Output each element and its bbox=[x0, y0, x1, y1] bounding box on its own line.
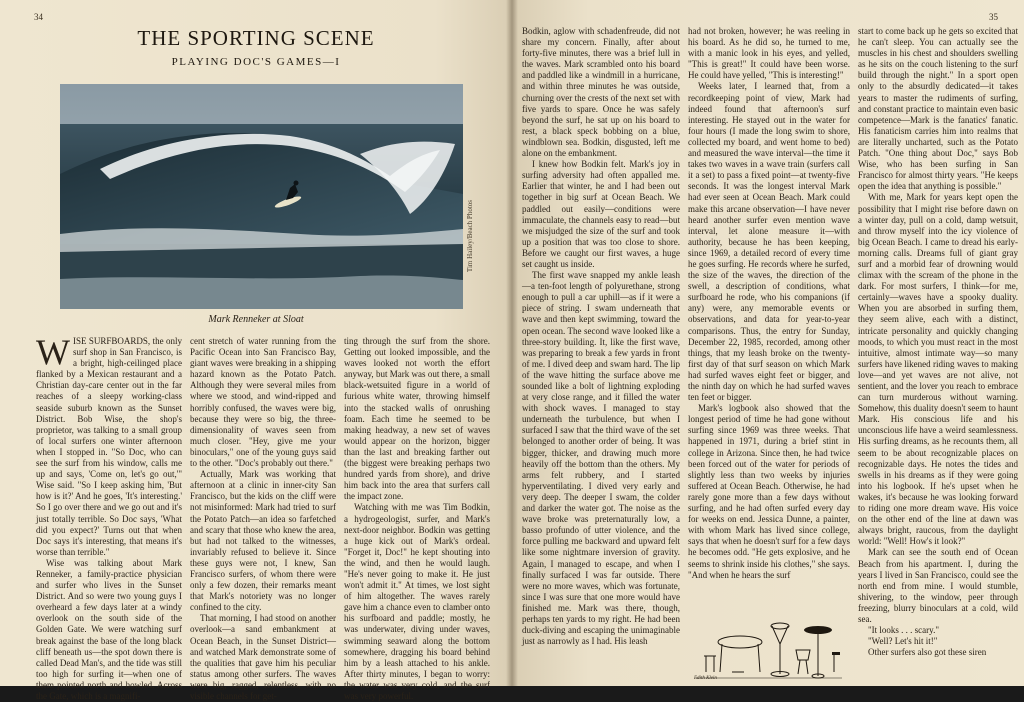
right-page bbox=[512, 0, 1024, 686]
right-column-2 bbox=[688, 26, 850, 616]
paragraph: With me, Mark for years kept open the possibility that I might rise before dawn on a winter day, pull on a cold, damp wetsuit, and throw myself into the icy violence of big Ocean Beach. I came to dread his early-morning calls. Dreams full of giant gray surf and a morbid fear of drowning would climax with the scream of the phone in the dark. For most surfers, I think—for me, certainly—waves have a spooky duality. When you are absorbed in surfing them, they seem alive, each with a distinct, intricate personality and quickly changing moods, to which you must react in the most intuitive, almost intimate way—so many surfers have likened riding waves to making love—and yet waves are not alive, not sentient, and the lover you reach to embrace can turn murderous without warning. Somehow, this duality doesn't seem to haunt Mark. His conscious life and his unconscious life have a weird seamlessness. His surfing dreams, as he recounts them, all seem to be about recognizable places on recognizable days. He notes the tides and swells in his dreams as if they were going into his logbook. If he's upset when he wakes, it's because he was looking forward to riding one more dream wave. His voice on the other end of the line at dawn was always bright, raucous, from the daylight world: "Well! How's it look?" bbox=[858, 192, 1018, 547]
left-page bbox=[0, 0, 512, 701]
paragraph: Weeks later, I learned that, from a recordkeeping point of view, Mark had indeed found that afternoon's surf interesting. He stayed out in the water for four hours (I made the long swim to shore, collected my board, and went home to bed) and measured the wave interval—the time it takes two waves in a wave train (surfers call it a set) to pass a fixed point—at twenty-five seconds. It was the longest interval Mark had ever seen at Ocean Beach. Mark could make this arcane observation—I have never heard another surfer even mention wave interval, let alone measure it—with authority, because he has been keeping, since 1969, a detailed record of every time he goes surfing. He records where he surfed, the size of the waves, the direction of the swell, a description of conditions, what surfboard he rode, who his companions (if any) were, any memorable events or observations, and data for year-to-year comparisons. Thus, the entry for Sunday, December 22, 1985, recorded, among other things, that my leash broke on the twenty-first day of that surf season on which Mark had surfed waves eight feet or bigger, and the ninth day on which he had surfed waves ten feet or bigger. bbox=[688, 81, 850, 403]
drop-cap: W bbox=[36, 332, 70, 372]
photo-credit: Tim Hailey/Beach Photos bbox=[466, 200, 474, 273]
paragraph: "It looks . . . scary." bbox=[868, 625, 940, 636]
left-column-3 bbox=[344, 336, 490, 701]
paragraph: Wise was talking about Mark Renneker, a family-practice physician and surfer who lives in the Sunset District. And so were two young guys I overheard a few days later at a windy overlook on the south side of the Golden Gate. We were watching surf break against the base of the long black cliff beneath us—the spot down there is called Dead Man's, and the tide was still too high for surfing it—when one of them pointed north and howled. Across the Gate, which is a magnifi- bbox=[36, 557, 182, 701]
paragraph: That morning, I had stood on another overlook—a sand embankment at Ocean Beach, in the Sunset District—and watched Mark demonstrate some of the qualities that gave him his peculiar status among other surfers. The waves were big, ragged, relentless, with no visible channels for get- bbox=[190, 613, 336, 701]
wave-photo-illustration bbox=[60, 84, 463, 309]
surfing-photo bbox=[60, 84, 463, 309]
paragraph: Watching with me was Tim Bodkin, a hydrogeologist, surfer, and Mark's next-door neighbor. Bodkin was getting a huge kick out of Mark's ordeal. "Forget it, Doc!" he kept shouting into the wind, and then he would laugh. "He's never going to make it. He just won't admit it." At times, we lost sight of him altogether. The waves rarely gave him a chance even to clamber onto his surfboard and paddle; mostly, he was underwater, diving under waves, swimming seaward along the bottom somewhere, dragging his board behind him by a leash attached to his ankle. After thirty minutes, I began to worry: the water was very cold, and the surf was very powerful. bbox=[344, 502, 490, 701]
article-section-title: THE SPORTING SCENE bbox=[137, 26, 375, 50]
cartoon-drawing bbox=[692, 612, 852, 686]
right-column-3 bbox=[858, 26, 1018, 686]
left-column-1 bbox=[36, 332, 182, 701]
table-chairs-cartoon bbox=[692, 612, 852, 686]
paragraph: ting through the surf from the shore. Getting out looked impossible, and the waves looked not worth the effort anyway, but Mark was out there, a small black-wetsuited figure in a world of furious white water, throwing himself into the stacked walls of onrushing foam. Each time he seemed to be making headway, a new set of waves would appear on the horizon, bigger than the last and breaking farther out (the biggest were breaking perhaps two hundred yards from shore), and drive him back into the area that surfers call the impact zone. bbox=[344, 336, 490, 502]
paragraph: "Well? Let's hit it!" bbox=[868, 636, 938, 647]
paragraph: Actually, Mark was working that afternoon at a clinic in inner-city San Francisco, but the kids on the cliff were not misinformed: Mark had tried to surf the Potato Patch—an idea so farfetched and scary that those who knew the area, but had not talked to the witnesses, invariably refused to believe it. Since these guys were not, I knew, San Francisco surfers, of whom there were only a few dozen, their remarks meant that Mark's notoriety was no longer confined to the city. bbox=[190, 469, 336, 613]
article-subtitle: PLAYING DOC'S GAMES—I bbox=[171, 56, 341, 68]
paragraph: Mark can see the south end of Ocean Beach from his apartment. I, during the years I lived in San Francisco, could see the north end from mine. I would stumble, shivering, to the window, peer through freezing, blurry binoculars at a cold, wild sea. bbox=[858, 547, 1018, 624]
paragraph: had not broken, however; he was reeling in his board. As he did so, he turned to me, with a manic look in his eyes, and yelled, "This is great!" It could have been worse. He could have yelled, "This is interesting!" bbox=[688, 26, 850, 81]
paragraph: The first wave snapped my ankle leash—a ten-foot length of polyurethane, strong enough to pull a car uphill—as if it were a piece of string. I swam underneath that wave and then kept swimming, toward the open ocean. The second wave looked like a three-story building. It, like the first wave, was preparing to break a few yards in front of me. I dived deep and swam hard. The lip of the wave hitting the surface above me sounded like a bolt of lightning exploding at very close range, and it filled the water with shock waves. I managed to stay underneath the turbulence, but when I surfaced I saw that the third wave of the set belonged to another order of being. It was bigger, thicker, and drawing much more heavily off the bottom than the others. My arms felt rubbery, and I started hyperventilating. I dived very early and very deep. The deeper I swam, the colder and darker the water got. The noise as the wave broke was preternaturally low, a basso profundo of utter violence, and the force pulling me backward and upward felt like some nightmare inversion of gravity. Again, I managed to escape, and when I finally surfaced I was far outside. There were no more waves, which was fortunate, since I was sure that one more would have finished me. Mark was there, though, perhaps ten yards to my right. He had been duck-diving and escaping the unimaginable just as narrowly as I had. His leash bbox=[522, 270, 680, 647]
paragraph: start to come back up he gets so excited that he can't sleep. You can actually see the muscles in his chest and shoulders swelling as he sits on the couch listening to the surf build through the night." In a sport open only to the absurdly dedicated—it takes years to master the rudiments of surfing, and constant practice to maintain even basic competence—Mark is the fanatics' fanatic. His fanaticism carries him into realms that are literally uncharted, such as the Potato Patch. "One thing about Doc," says Bob Wise, who has been surfing in San Francisco for almost thirty years. "He keeps open the idea that anything is possible." bbox=[858, 26, 1018, 192]
photo-caption: Mark Renneker at Sloat bbox=[208, 314, 304, 325]
paragraph: Bodkin, aglow with schadenfreude, did not share my concern. Finally, after about forty-five minutes, there was a brief lull in the waves. Mark scrambled onto his board and paddled like a windmill in a hurricane, and within three minutes he was outside, churning over the crests of the next set with five yards to spare. Once he was safely beyond the surf, he sat up on his board to rest, a black speck bobbing on a blue, windblown sea. Bodkin, disgusted, left me alone on the embankment. bbox=[522, 26, 680, 159]
paragraph: Mark's logbook also showed that the longest period of time he had gone without surfing since 1969 was three weeks. That happened in 1971, during a brief stint in college in Arizona. Since then, he had twice been forced out of the water for periods of slightly less than two weeks by injuries suffered at Ocean Beach. Otherwise, he had rarely gone more than a few days without surfing, and he had often surfed every day for weeks on end. Jessica Dunne, a painter, with whom Mark has lived since college, says that when he doesn't surf for a few days he becomes odd. "He gets explosive, and he seems to shrink inside his clothes," she says. "And when he hears the surf bbox=[688, 403, 850, 580]
paragraph: ISE SURFBOARDS, the only surf shop in San Francisco, is a bright, high-ceilinged place flanked by a Mexican restaurant and a Christian day-care center out in the far reaches of a sleepy working-class seaside suburb known as the Sunset District. Bob Wise, the shop's proprietor, was talking to a small group of local surfers one winter afternoon when I stopped in. "So Doc, who can see the surf from his window, calls me up and says, 'Come on, let's go out,'" Wise said. "So I keep asking him, 'But how is it?' And he goes, 'It's interesting.' So I go over there and we go out and it's just totally terrible. So Doc says, 'What did you expect?' Turns out that when Doc says it's interesting, that means it's worse than terrible." bbox=[36, 336, 182, 557]
right-column-1 bbox=[522, 26, 680, 686]
page-number-left: 34 bbox=[34, 12, 43, 22]
paragraph: I knew how Bodkin felt. Mark's joy in surfing adversity had often appalled me. Earlier that winter, he and I had been out together in big surf at Ocean Beach. We paddled out easily—conditions were immaculate, the channels easy to read—but we misjudged the size of the surf and took up a position that was too close to shore. Before we caught our first waves, a huge set caught us inside. bbox=[522, 159, 680, 269]
paragraph: cent stretch of water running from the Pacific Ocean into San Francisco Bay, giant waves were breaking in a shipping hazard known as the Potato Patch. Although they were several miles from where we stood, and wind-ripped and horribly confused, the waves were big, because they were so big, the three-dimensionality of waves seen from much closer. "Hey, give me your binoculars," one of the young guys said to the other. "Doc's probably out there." bbox=[190, 336, 336, 469]
paragraph: Other surfers also got these siren bbox=[868, 647, 987, 658]
page-number-right: 35 bbox=[989, 12, 998, 22]
cartoon-signature: Edith Klein bbox=[694, 676, 717, 681]
left-column-2 bbox=[190, 336, 336, 701]
